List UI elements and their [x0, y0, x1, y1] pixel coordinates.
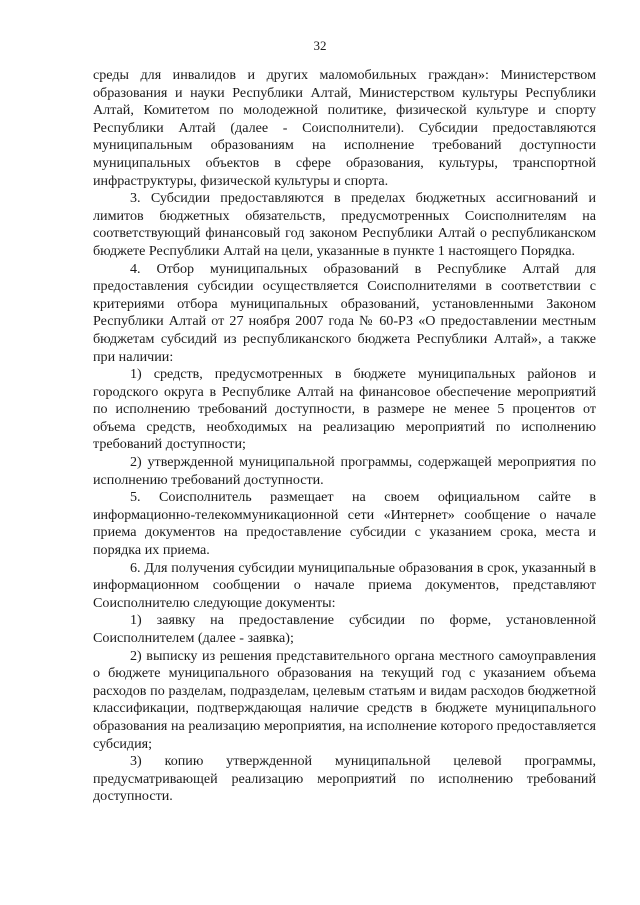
paragraph-subitem-4-1: 1) средств, предусмотренных в бюджете муниципальных районов и городского округа в Республике Алтай на финансовое обеспечение мероприятий по исполнению требований доступности, в размере не менее 5 процентов от объема средств, необходимых на реализацию мероприятий по исполнению требований доступности;	[93, 366, 596, 453]
paragraph-item-3: 3. Субсидии предоставляются в пределах бюджетных ассигнований и лимитов бюджетных обязательств, предусмотренных Соисполнителям на соответствующий финансовый год законом Республики Алтай о республиканском бюджете Республики Алтай на цели, указанные в пункте 1 настоящего Порядка.	[93, 190, 596, 259]
document-body	[93, 67, 596, 806]
paragraph-subitem-4-2: 2) утвержденной муниципальной программы, содержащей мероприятия по исполнению требований доступности.	[93, 454, 596, 488]
paragraph-item-4: 4. Отбор муниципальных образований в Республике Алтай для предоставления субсидии осуществляется Соисполнителями в соответствии с критериями отбора муниципальных образований, установленными Законом Республики Алтай от 27 ноября 2007 года № 60-РЗ «О предоставлении местным бюджетам субсидий из республиканского бюджета Республики Алтай», а также при наличии:	[93, 260, 596, 365]
paragraph-subitem-6-3: 3) копию утвержденной муниципальной целевой программы, предусматривающей реализацию мероприятий по исполнению требований доступности.	[93, 753, 596, 805]
paragraph-subitem-6-1: 1) заявку на предоставление субсидии по форме, установленной Соисполнителем (далее - заявка);	[93, 612, 596, 646]
paragraph-subitem-6-2: 2) выписку из решения представительного органа местного самоуправления о бюджете муниципального образования на текущий год с указанием объема расходов по разделам, подразделам, целевым статьям и видам расходов бюджетной классификации, подтверждающая наличие средств в бюджете муниципального образования на реализацию мероприятия, на исполнение которого предоставляется субсидия;	[93, 647, 596, 752]
page-number: 32	[313, 38, 327, 53]
paragraph-continuation: среды для инвалидов и других маломобильных граждан»: Министерством образования и науки Республики Алтай, Министерством культуры Республики Алтай, Комитетом по молодежной политике, физической культуре и спорту Республики Алтай (далее - Соисполнители). Субсидии предоставляются муниципальным образованиям на исполнение требований доступности муниципальных объектов в сфере образования, культуры, транспортной инфраструктуры, физической культуры и спорта.	[93, 67, 596, 189]
paragraph-item-5: 5. Соисполнитель размещает на своем официальном сайте в информационно-телекоммуникационной сети «Интернет» сообщение о начале приема документов на предоставление субсидии с указанием срока, места и порядка их приема.	[93, 489, 596, 559]
paragraph-item-6: 6. Для получения субсидии муниципальные образования в срок, указанный в информационном сообщении о начале приема документов, представляют Соисполнителю следующие документы:	[93, 559, 596, 611]
